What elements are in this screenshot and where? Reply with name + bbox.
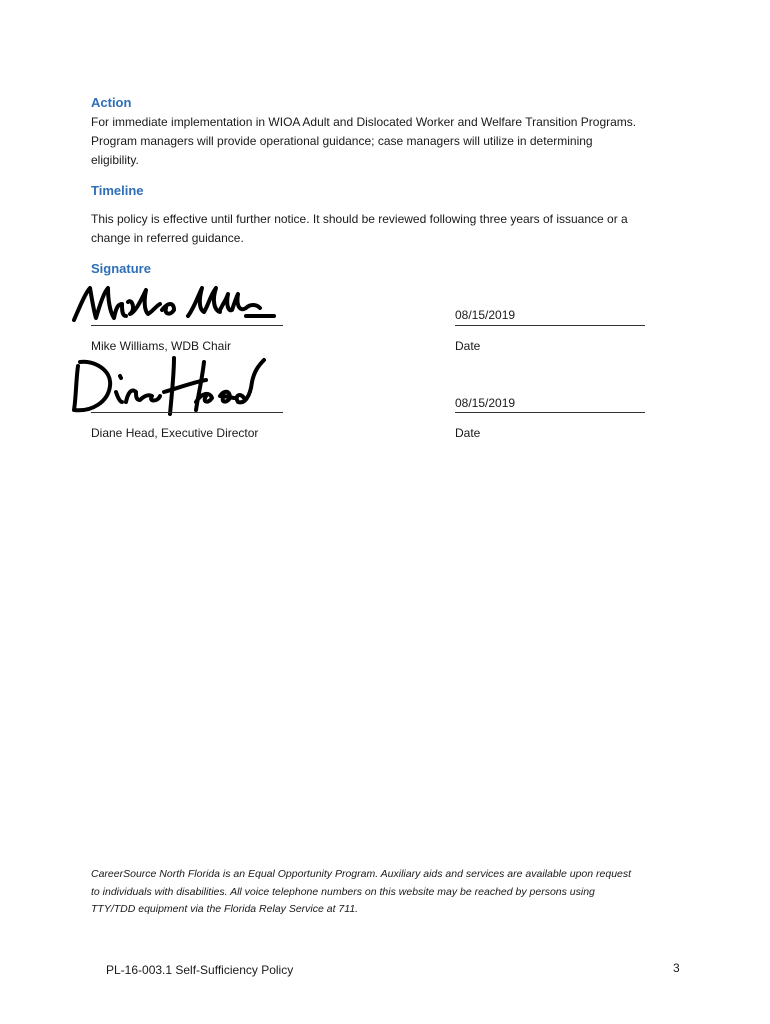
signature-line [91,325,283,326]
signature-mike-williams [70,282,280,328]
eeo-line: to individuals with disabilities. All voice telephone numbers on this website may be reached by persons using [91,885,595,898]
eeo-line: CareerSource North Florida is an Equal Opportunity Program. Auxiliary aids and services are available upon request [91,868,632,880]
date-line [455,412,645,413]
page-number: 3 [673,961,680,975]
action-line: For immediate implementation in WIOA Adult and Dislocated Worker and Welfare Transition Programs. [91,115,637,129]
signer-name-title: Diane Head, Executive Director [91,426,259,440]
action-line: eligibility. [91,153,139,167]
timeline-heading: Timeline [91,183,144,198]
signature-diane-head [68,352,273,416]
eeo-line: TTY/TDD equipment via the Florida Relay Service at 711. [91,903,359,915]
date-value: 08/15/2019 [455,396,516,410]
action-line: Program managers will provide operational guidance; case managers will utilize in determining [91,134,593,148]
date-label: Date [455,339,481,353]
timeline-line: change in referred guidance. [91,231,244,245]
timeline-paragraph [91,210,691,248]
signature-heading: Signature [91,261,151,276]
action-heading: Action [91,95,132,110]
date-label: Date [455,426,481,440]
action-paragraph [91,113,691,170]
timeline-line: This policy is effective until further notice. It should be reviewed following three years of issuance or a [91,212,628,226]
date-line [455,325,645,326]
date-value: 08/15/2019 [455,308,516,322]
signature-line [91,412,283,413]
eeo-statement [91,866,691,919]
signer-name-title: Mike Williams, WDB Chair [91,339,232,353]
document-id: PL-16-003.1 Self-Sufficiency Policy [106,963,294,977]
